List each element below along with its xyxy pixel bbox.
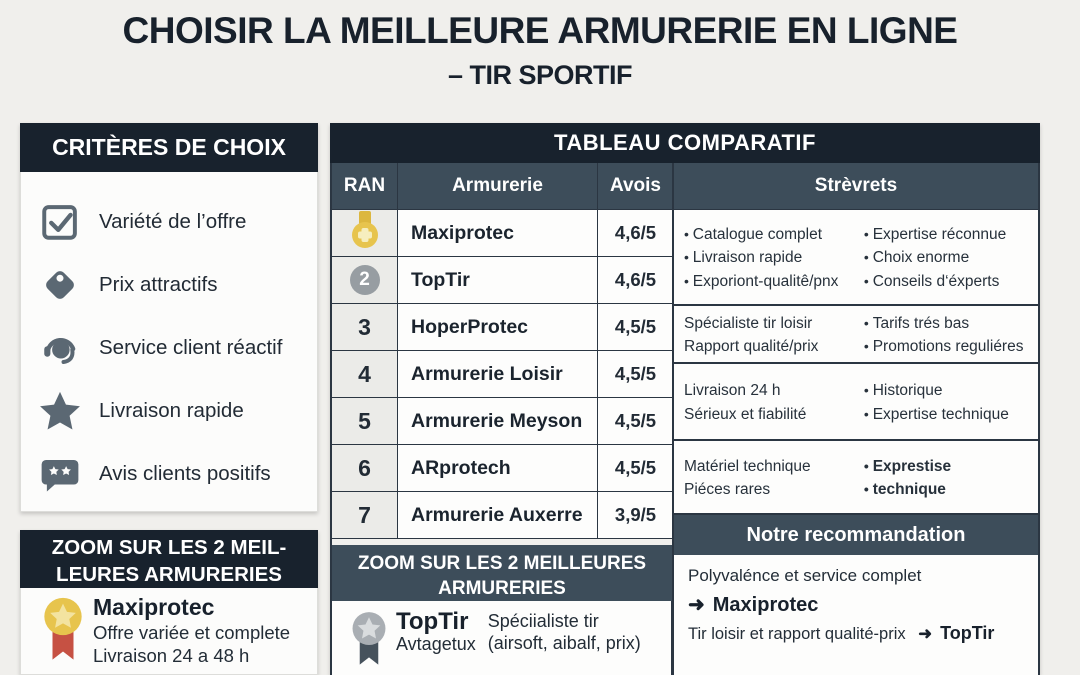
rank-cell: 4: [332, 351, 398, 398]
page-subtitle: – TIR SPORTIF: [447, 60, 633, 90]
zoom-middle-desc: [488, 609, 641, 654]
rating-cell: 4,5/5: [598, 351, 674, 398]
recommendation-line1: Polyvalénce et service complet: [688, 566, 922, 585]
silver-medal-ribbon-icon: [344, 609, 396, 675]
arrow-right-icon: ➜: [688, 593, 705, 616]
table-title: TABLEAU COMPARATIF: [330, 123, 1040, 163]
review-bubble-icon: [37, 451, 83, 497]
feature-block: [674, 364, 1038, 441]
recommendation-body: [674, 555, 1038, 675]
feature-item: • Conseils d‘éxperts: [864, 270, 1030, 293]
criteria-label: Livraison rapide: [99, 398, 244, 422]
feature-item: • Exprestise: [864, 455, 1030, 478]
rank-cell: 7: [332, 492, 398, 539]
feature-item: Sérieux et fiabilité: [684, 405, 807, 423]
rating-cell: 3,9/5: [598, 492, 674, 539]
criteria-panel: [20, 123, 318, 512]
feature-item: • Choix enorme: [864, 246, 1030, 269]
shop-name: TopTir: [396, 608, 469, 635]
table-row: [332, 210, 672, 257]
table-left-section: [330, 163, 672, 675]
criteria-list: [20, 172, 318, 512]
shop-name-cell: Armurerie Loisir: [398, 351, 598, 398]
feature-block: [674, 306, 1038, 364]
feature-list-right: [864, 312, 1030, 359]
rank-cell: 5: [332, 398, 398, 445]
feature-item: • technique: [864, 478, 1030, 501]
star-icon: [37, 388, 83, 434]
zoom-left-header-line1: ZOOM SUR LES 2 MEIL-: [51, 536, 287, 559]
feature-item: Spécialiste tir loisir: [684, 314, 813, 332]
page-title: CHOISIR LA MEILLEURE ARMURERIE EN LIGNE: [122, 10, 958, 51]
zoom-middle-header: [332, 545, 672, 601]
table-row: [332, 304, 672, 351]
zoom-middle-header-line1: ZOOM SUR LES 2 MEILLEURES: [357, 553, 647, 574]
recommendation-line2-text: Tir loisir et rapport qualité-prix: [688, 624, 906, 643]
feature-list-left: [684, 312, 864, 359]
feature-list-right: [864, 455, 1030, 502]
shop-desc: (airsoft, aibalf, prix): [487, 632, 641, 653]
feature-item: • Exporiont-qualitê/pnx: [684, 270, 864, 293]
zoom-left-body: [20, 588, 318, 675]
feature-list-left: [684, 223, 864, 293]
gold-medal-icon: [348, 210, 382, 256]
feature-item: Matériel technique: [684, 457, 811, 475]
criteria-label: Prix attractifs: [99, 272, 218, 296]
feature-item: • Historique: [864, 379, 1030, 402]
shop-name-cell: Maxiprotec: [398, 210, 598, 257]
recommendation-line2: [688, 623, 1026, 644]
criteria-item-prices: [37, 253, 317, 316]
shop-desc: Offre variée et complete: [93, 622, 291, 643]
feature-list-right: [864, 379, 1030, 426]
shop-desc: Spéciialiste tir: [487, 611, 599, 631]
feature-item: Livraison 24 h: [684, 382, 781, 400]
shop-sub: Avtagetux: [396, 634, 476, 655]
feature-item: • Catalogue complet: [684, 223, 864, 246]
table-row: [332, 257, 672, 304]
column-header-features: Strèvrets: [674, 163, 1038, 210]
table-column-headers: [332, 163, 672, 210]
criteria-item-variety: [37, 190, 317, 253]
feature-item: Rapport qualité/prix: [684, 338, 819, 355]
feature-item: • Tarifs trés bas: [864, 312, 1030, 335]
recommended-shop: TopTir: [940, 622, 995, 643]
feature-item: Piéces rares: [684, 481, 771, 498]
table-body: [330, 163, 1040, 675]
zoom-left-header-line2: LEURES ARMURERIES: [56, 562, 282, 586]
rank-cell: [332, 257, 398, 304]
feature-block: [674, 441, 1038, 515]
checkbox-icon: [37, 199, 83, 245]
feature-list-right: [864, 223, 1030, 293]
shop-desc: Livraison 24 a 48 h: [93, 645, 250, 667]
feature-item: • Expertise technique: [864, 403, 1030, 426]
feature-block: [674, 210, 1038, 306]
rank-cell: 3: [332, 304, 398, 351]
column-header-rank: RAN: [332, 163, 398, 210]
recommendation-pick1: [688, 592, 1026, 617]
zoom-middle-body: [332, 601, 672, 675]
zoom-best-left-panel: [20, 530, 318, 675]
shop-name-cell: ARprotech: [398, 445, 598, 492]
feature-item: • Livraison rapide: [684, 246, 864, 269]
shop-name-cell: TopTir: [398, 257, 598, 304]
gold-medal-ribbon-icon: [35, 594, 93, 674]
title-block: [0, 10, 1080, 91]
feature-list-left: [684, 455, 864, 502]
zoom-left-entry: [93, 594, 290, 674]
shop-name: Maxiprotec: [93, 594, 215, 620]
headset-icon: [37, 325, 83, 371]
table-row: [332, 445, 672, 492]
recommendation-header: Notre recommandation: [674, 515, 1038, 555]
rating-cell: 4,5/5: [598, 445, 674, 492]
zoom-left-header: [20, 530, 318, 588]
shop-name-cell: Armurerie Auxerre: [398, 492, 598, 539]
rank-cell: 6: [332, 445, 398, 492]
feature-item: • Promotions reguliéres: [864, 335, 1030, 358]
criteria-item-reviews: [37, 442, 317, 505]
criteria-item-service: [37, 316, 317, 379]
arrow-right-icon: ➜: [918, 624, 933, 643]
comparative-table-panel: [330, 123, 1040, 675]
table-row: [332, 351, 672, 398]
table-row: [332, 398, 672, 445]
criteria-label: Variété de l’offre: [99, 209, 247, 233]
shop-name-cell: HoperProtec: [398, 304, 598, 351]
rating-cell: 4,5/5: [598, 304, 674, 351]
criteria-label: Avis clients positifs: [99, 461, 271, 485]
zoom-middle-entry: [396, 609, 476, 655]
criteria-label: Service client réactif: [99, 335, 283, 359]
silver-rank-badge: 2: [350, 265, 380, 295]
rating-cell: 4,6/5: [598, 257, 674, 304]
zoom-middle-header-line2: ARMURERIES: [438, 578, 566, 600]
rating-cell: 4,6/5: [598, 210, 674, 257]
table-right-section: [672, 163, 1040, 675]
table-row: [332, 492, 672, 539]
shop-name-cell: Armurerie Meyson: [398, 398, 598, 445]
rank-cell: [332, 210, 398, 257]
feature-item: • Expertise réconnue: [864, 223, 1030, 246]
feature-list-left: [684, 379, 864, 426]
price-tag-icon: [37, 262, 83, 308]
rating-cell: 4,5/5: [598, 398, 674, 445]
criteria-header: CRITÈRES DE CHOIX: [20, 123, 318, 172]
column-header-name: Armurerie: [398, 163, 598, 210]
column-header-rating: Avois: [598, 163, 674, 210]
recommended-shop: Maxiprotec: [712, 593, 819, 616]
criteria-item-delivery: [37, 379, 317, 442]
